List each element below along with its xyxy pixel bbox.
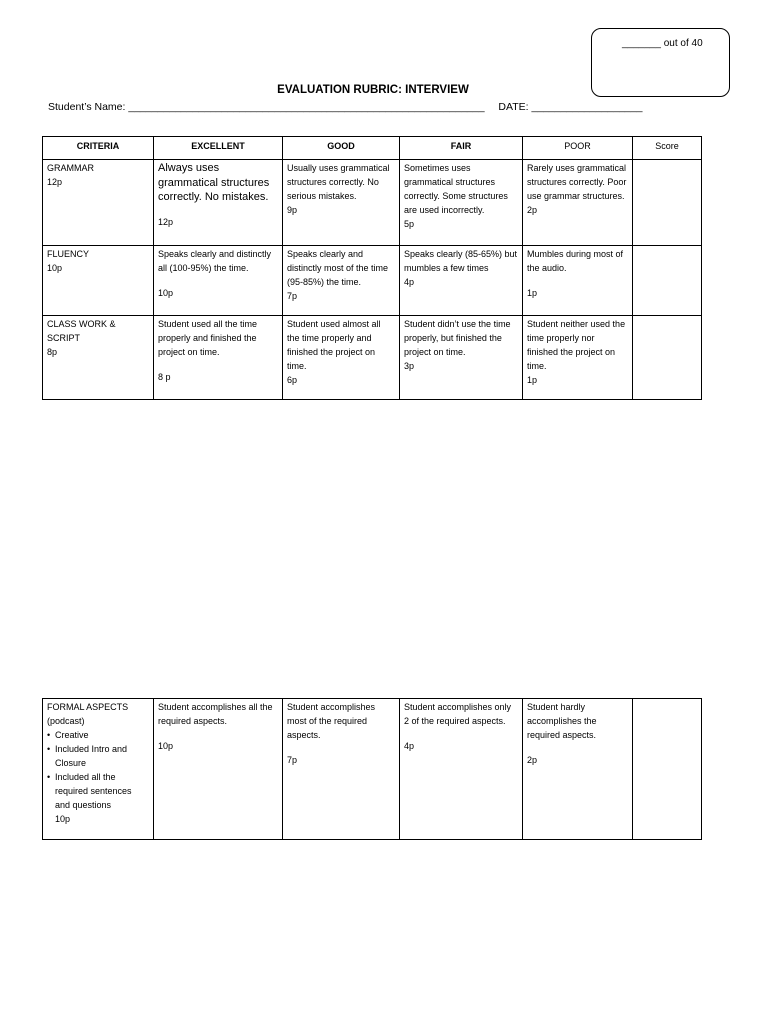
- poor-cell: [523, 699, 633, 840]
- criteria-points: 10p: [47, 263, 63, 273]
- points-label: 1p: [527, 375, 538, 385]
- score-cell[interactable]: [633, 699, 702, 840]
- descriptor: Student accomplishes most of the required aspects.: [287, 702, 376, 740]
- student-info-line: [48, 101, 642, 113]
- descriptor: Student used all the time properly and finished the project on time.: [158, 319, 258, 357]
- header-poor: POOR: [523, 137, 633, 160]
- score-cell[interactable]: [633, 316, 702, 400]
- criteria-points: 12p: [47, 177, 63, 187]
- descriptor: Student neither used the time properly nor finished the project on time.: [527, 319, 626, 371]
- table-row-formal-aspects: [43, 699, 702, 840]
- total-score-text: [622, 38, 703, 49]
- points-label: 2p: [527, 205, 538, 215]
- table-row-class-work: [43, 316, 702, 400]
- header-criteria: CRITERIA: [43, 137, 154, 160]
- descriptor: Speaks clearly and distinctly most of the time (95-85%) the time.: [287, 249, 389, 287]
- formal-aspects-table: [42, 698, 702, 840]
- good-cell: [283, 160, 400, 246]
- good-cell: [283, 316, 400, 400]
- student-name-label: Student’s Name:: [48, 101, 126, 113]
- header-score: Score: [633, 137, 702, 160]
- criteria-points: 8p: [47, 347, 58, 357]
- criteria-name: FLUENCY: [47, 249, 90, 259]
- bullet-item: • Creative: [47, 728, 149, 742]
- points-label: 5p: [404, 219, 415, 229]
- criteria-name: GRAMMAR: [47, 163, 94, 173]
- score-cell[interactable]: [633, 160, 702, 246]
- descriptor: Mumbles during most of the audio.: [527, 249, 624, 273]
- criteria-name: CLASS WORK & SCRIPT: [47, 319, 116, 343]
- page-title: EVALUATION RUBRIC: INTERVIEW: [277, 84, 469, 96]
- good-cell: [283, 699, 400, 840]
- criteria-cell: [43, 160, 154, 246]
- fair-cell: [400, 246, 523, 316]
- points-label: 12p: [158, 216, 174, 227]
- descriptor: Always uses grammatical structures correctly. No mistakes.: [158, 162, 270, 203]
- header-excellent: EXCELLENT: [154, 137, 283, 160]
- excellent-cell: [154, 160, 283, 246]
- points-label: 7p: [287, 291, 298, 301]
- date-label: DATE:: [498, 101, 529, 113]
- poor-cell: [523, 160, 633, 246]
- descriptor: Student accomplishes all the required aspects.: [158, 702, 273, 726]
- criteria-bullet-list: [47, 728, 149, 812]
- descriptor: Student used almost all the time properly and finished the project on time.: [287, 319, 381, 371]
- points-label: 9p: [287, 205, 298, 215]
- descriptor: Student accomplishes only 2 of the required aspects.: [404, 702, 512, 726]
- points-label: 8 p: [158, 372, 171, 382]
- criteria-name: FORMAL ASPECTS (podcast): [47, 702, 129, 726]
- student-name-blank[interactable]: _____________________________________________________________: [128, 101, 485, 113]
- good-cell: [283, 246, 400, 316]
- descriptor: Student didn’t use the time properly, but finished the project on time.: [404, 319, 511, 357]
- fair-cell: [400, 160, 523, 246]
- descriptor: Student hardly accomplishes the required aspects.: [527, 702, 597, 740]
- points-label: 7p: [287, 755, 298, 765]
- points-label: 10p: [158, 288, 174, 298]
- score-blank: _______: [622, 38, 661, 49]
- score-cell[interactable]: [633, 246, 702, 316]
- fair-cell: [400, 316, 523, 400]
- points-label: 6p: [287, 375, 298, 385]
- descriptor: Rarely uses grammatical structures correctly. Poor use grammar structures.: [527, 163, 627, 201]
- criteria-cell: [43, 246, 154, 316]
- criteria-points: 10p: [55, 814, 71, 824]
- header-fair: FAIR: [400, 137, 523, 160]
- poor-cell: [523, 246, 633, 316]
- points-label: 4p: [404, 741, 415, 751]
- poor-cell: [523, 316, 633, 400]
- rubric-table: [42, 136, 702, 400]
- header-row: [43, 137, 702, 160]
- points-label: 3p: [404, 361, 415, 371]
- excellent-cell: [154, 316, 283, 400]
- excellent-cell: [154, 699, 283, 840]
- descriptor: Sometimes uses grammatical structures correctly. Some structures are used incorrectly.: [404, 163, 508, 215]
- bullet-item: • Included all the required sentences and questions: [47, 770, 149, 812]
- score-out-of: out of 40: [663, 38, 703, 49]
- points-label: 4p: [404, 277, 415, 287]
- descriptor: Speaks clearly and distinctly all (100-95%) the time.: [158, 249, 272, 273]
- descriptor: Usually uses grammatical structures correctly. No serious mistakes.: [287, 163, 390, 201]
- date-blank[interactable]: ___________________: [531, 101, 643, 113]
- header-good: GOOD: [283, 137, 400, 160]
- criteria-cell: [43, 316, 154, 400]
- points-label: 10p: [158, 741, 174, 751]
- points-label: 2p: [527, 755, 538, 765]
- table-row-fluency: [43, 246, 702, 316]
- table-row-grammar: [43, 160, 702, 246]
- fair-cell: [400, 699, 523, 840]
- bullet-item: • Included Intro and Closure: [47, 742, 149, 770]
- criteria-cell: [43, 699, 154, 840]
- points-label: 1p: [527, 288, 538, 298]
- excellent-cell: [154, 246, 283, 316]
- descriptor: Speaks clearly (85-65%) but mumbles a few times: [404, 249, 518, 273]
